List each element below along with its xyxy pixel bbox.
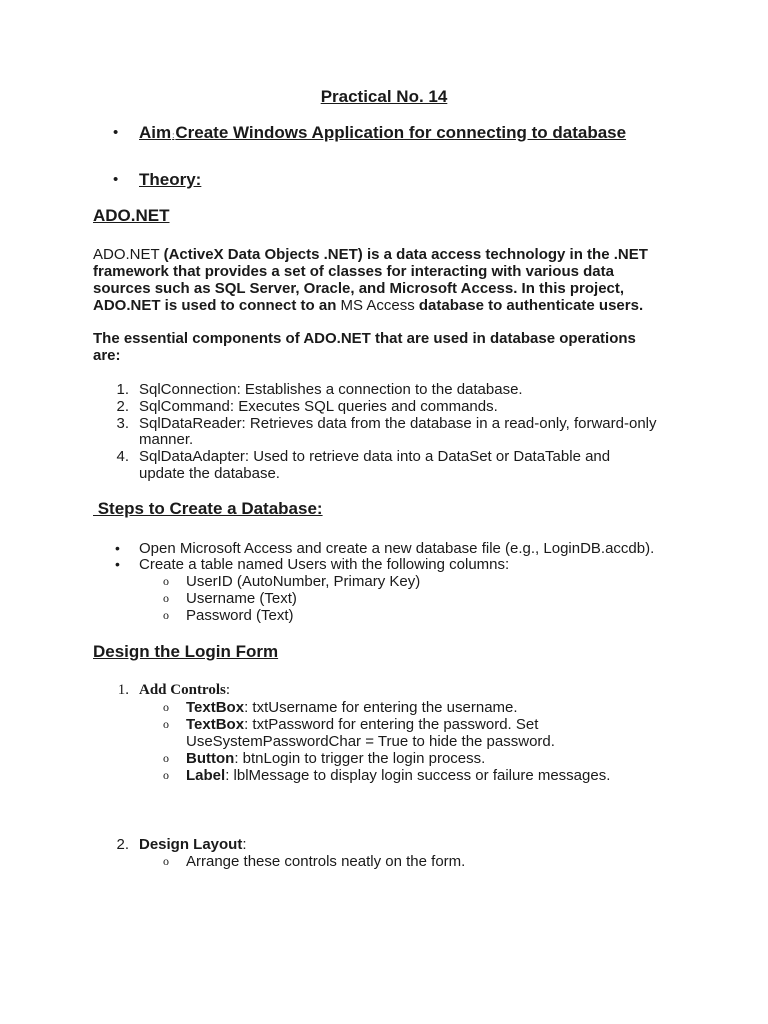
- control-name: Button: [186, 750, 235, 767]
- step-bullet: •: [115, 540, 120, 556]
- step-item: Open Microsoft Access and create a new database file (e.g., LoginDB.accdb).: [139, 540, 655, 557]
- ado-line-4: [93, 297, 683, 314]
- layout-item: Arrange these controls neatly on the form.: [186, 853, 466, 870]
- sub-bullet: o: [163, 700, 169, 714]
- design-layout-label: Design Layout: [139, 836, 243, 853]
- steps-heading: Steps to Create a Database:: [93, 499, 323, 518]
- step-item: Create a table named Users with the following columns:: [139, 556, 510, 573]
- ado-term: ADO.NET: [93, 246, 164, 263]
- design-step-num: 2.: [116, 836, 129, 853]
- ado-heading: ADO.NET: [93, 206, 170, 225]
- control-desc: : txtUsername for entering the username.: [244, 699, 518, 716]
- component-item: SqlDataAdapter: Used to retrieve data into a DataSet or DataTable and: [139, 448, 611, 465]
- theory-bullet: •: [113, 171, 119, 188]
- component-item: SqlCommand: Executes SQL queries and commands.: [139, 398, 498, 415]
- aim-label: Aim: [139, 123, 172, 142]
- aim-text: Create Windows Application for connecting to database: [175, 123, 627, 142]
- control-item: [186, 716, 538, 733]
- control-desc: : btnLogin to trigger the login process.: [234, 750, 486, 767]
- add-controls-colon: :: [225, 682, 231, 698]
- aim-separator: :: [172, 131, 175, 140]
- ado-line-4-bold-a: ADO.NET is used to connect to an: [93, 297, 341, 314]
- component-item: SqlDataReader: Retrieves data from the database in a read-only, forward-only: [139, 415, 657, 432]
- control-item: [186, 699, 518, 716]
- add-controls-label: Add Controls: [139, 682, 226, 698]
- theory-heading: Theory:: [139, 170, 202, 189]
- sub-bullet: o: [163, 854, 169, 868]
- control-item: [186, 767, 610, 784]
- components-intro-line-2: are:: [93, 347, 121, 364]
- component-num: 1.: [116, 381, 129, 398]
- sub-bullet: o: [163, 751, 169, 765]
- step-bullet: •: [115, 556, 120, 572]
- components-intro-line-1: The essential components of ADO.NET that are used in database operations: [93, 330, 636, 347]
- ado-line-1: [93, 246, 683, 263]
- sub-bullet: o: [163, 574, 169, 588]
- control-item-cont: UseSystemPasswordChar = True to hide the password.: [186, 733, 555, 750]
- page-title: Practical No. 14: [320, 87, 448, 106]
- aim-line: [139, 123, 626, 143]
- column-item: Password (Text): [186, 607, 294, 624]
- design-step-num: 1.: [117, 682, 129, 698]
- component-item: SqlConnection: Establishes a connection to the database.: [139, 381, 523, 398]
- control-name: TextBox: [186, 699, 245, 716]
- ado-paragraph: [93, 246, 683, 314]
- component-item-cont: manner.: [139, 431, 194, 448]
- control-desc: : lblMessage to display login success or failure messages.: [225, 767, 611, 784]
- control-name: Label: [186, 767, 226, 784]
- ado-line-2: [93, 263, 683, 280]
- sub-bullet: o: [163, 608, 169, 622]
- control-item: [186, 750, 485, 767]
- ado-line-2-text: framework that provides a set of classes for interacting with various data: [93, 263, 614, 280]
- design-step-title: [139, 682, 230, 699]
- control-name: TextBox: [186, 716, 245, 733]
- aim-bullet: •: [113, 124, 119, 141]
- design-step-title: [139, 836, 247, 853]
- sub-bullet: o: [163, 717, 169, 731]
- sub-bullet: o: [163, 768, 169, 782]
- component-num: 2.: [116, 398, 129, 415]
- ado-line-3: [93, 280, 683, 297]
- design-layout-colon: :: [242, 836, 247, 853]
- control-desc: : txtPassword for entering the password. Set: [244, 716, 539, 733]
- design-heading: Design the Login Form: [93, 642, 279, 661]
- components-intro: [93, 330, 683, 364]
- component-item-cont: update the database.: [139, 465, 280, 482]
- sub-bullet: o: [163, 591, 169, 605]
- ado-line-1-bold: (ActiveX Data Objects .NET) is a data access technology in the .NET: [163, 246, 648, 263]
- ado-line-4-bold-b: database to authenticate users.: [414, 297, 644, 314]
- ado-line-3-text: sources such as SQL Server, Oracle, and Microsoft Access. In this project,: [93, 280, 625, 297]
- column-item: UserID (AutoNumber, Primary Key): [186, 573, 421, 590]
- component-num: 4.: [116, 448, 129, 465]
- column-item: Username (Text): [186, 590, 297, 607]
- component-num: 3.: [116, 415, 129, 432]
- ms-access-term: MS Access: [340, 297, 415, 314]
